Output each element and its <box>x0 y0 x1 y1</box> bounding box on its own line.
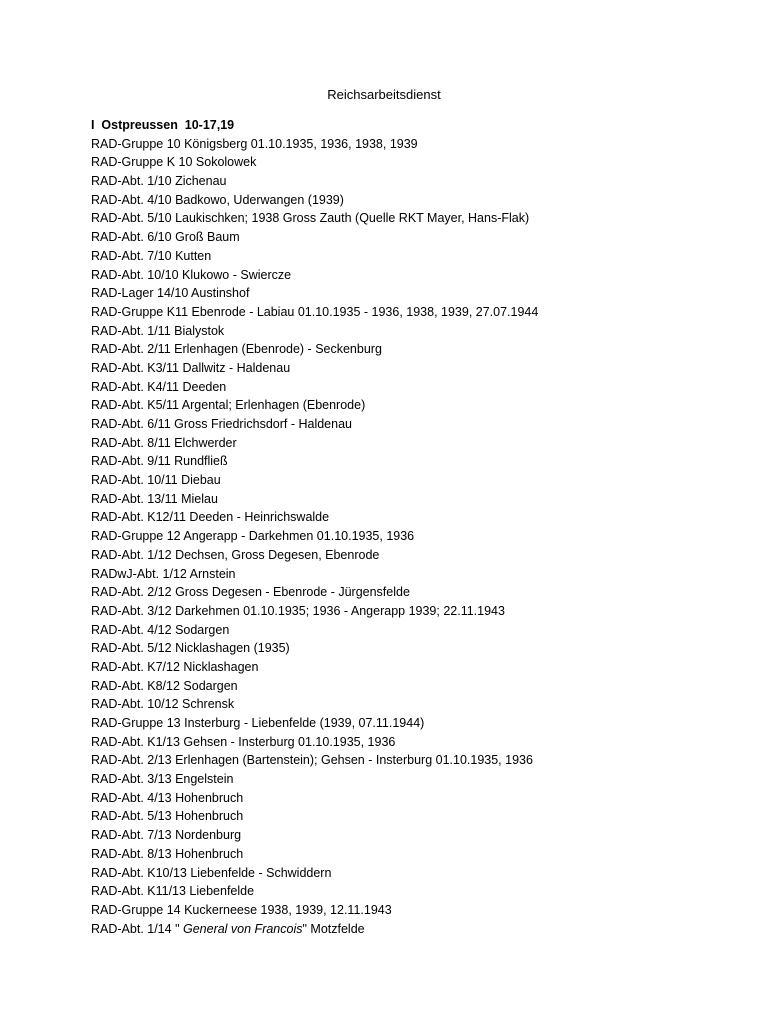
text-line: RAD-Abt. 2/13 Erlenhagen (Bartenstein); Gehsen - Insterburg 01.10.1935, 1936 <box>91 753 533 768</box>
text-line: RAD-Abt. 10/12 Schrensk <box>91 697 235 712</box>
text-line: RAD-Abt. 5/12 Nicklashagen (1935) <box>91 641 290 656</box>
text-line: RAD-Abt. 6/10 Groß Baum <box>91 230 240 245</box>
text-line: RAD-Abt. 10/10 Klukowo - Swiercze <box>91 267 292 282</box>
text-line: RAD-Gruppe 13 Insterburg - Liebenfelde (1939, 07.11.1944) <box>91 716 425 730</box>
text-line: RAD-Abt. K7/12 Nicklashagen <box>91 659 259 674</box>
text-line: RAD-Abt. K11/13 Liebenfelde <box>91 884 255 899</box>
text-line: RADwJ-Abt. 1/12 Arnstein <box>91 566 236 581</box>
text-line: RAD-Abt. K1/13 Gehsen - Insterburg 01.10.1935, 1936 <box>91 734 396 749</box>
last-line-suffix: " Motzfelde <box>302 921 365 936</box>
text-line: RAD-Abt. 6/11 Gross Friedrichsdorf - Haldenau <box>91 417 352 431</box>
text-line: RAD-Abt. K12/11 Deeden - Heinrichswalde <box>91 510 330 525</box>
text-line: RAD-Abt. K5/11 Argental; Erlenhagen (Ebenrode) <box>91 398 366 413</box>
text-line: RAD-Abt. K8/12 Sodargen <box>91 678 238 693</box>
text-line: RAD-Gruppe K 10 Sokolowek <box>91 155 257 170</box>
text-line: RAD-Abt. 4/12 Sodargen <box>91 622 230 637</box>
text-line: RAD-Gruppe 14 Kuckerneese 1938, 1939, 12.11.1943 <box>91 902 392 917</box>
text-line: RAD-Abt. 3/12 Darkehmen 01.10.1935; 1936 - Angerapp 1939; 22.11.1943 <box>91 603 505 618</box>
document-body <box>91 116 711 938</box>
text-line: RAD-Gruppe 10 Königsberg 01.10.1935, 1936, 1938, 1939 <box>91 136 418 151</box>
text-line: RAD-Abt. 2/11 Erlenhagen (Ebenrode) - Seckenburg <box>91 342 382 357</box>
text-line: RAD-Abt. 5/10 Laukischken; 1938 Gross Zauth (Quelle RKT Mayer, Hans-Flak) <box>91 211 530 226</box>
last-line-prefix: RAD-Abt. 1/14 " <box>91 921 183 936</box>
text-line: RAD-Abt. 7/13 Nordenburg <box>91 828 242 843</box>
text-line: RAD-Abt. 1/11 Bialystok <box>91 323 225 338</box>
text-line: RAD-Abt. 3/13 Engelstein <box>91 772 234 787</box>
text-line: RAD-Abt. 5/13 Hohenbruch <box>91 809 244 824</box>
text-line: RAD-Abt. K4/11 Deeden <box>91 379 227 394</box>
text-line: RAD-Abt. 9/11 Rundfließ <box>91 454 228 469</box>
text-line: RAD-Abt. 1/12 Dechsen, Gross Degesen, Ebenrode <box>91 547 380 562</box>
text-line: RAD-Abt. 8/13 Hohenbruch <box>91 846 244 861</box>
text-line: RAD-Abt. 7/10 Kutten <box>91 248 212 263</box>
text-line: RAD-Abt. 4/10 Badkowo, Uderwangen (1939) <box>91 192 344 207</box>
text-line-last <box>91 920 711 939</box>
document-title: Reichsarbeitsdienst <box>327 87 441 102</box>
entry-list <box>91 135 711 920</box>
text-line: RAD-Abt. 1/10 Zichenau <box>91 174 227 189</box>
text-line: RAD-Abt. 2/12 Gross Degesen - Ebenrode - Jürgensfelde <box>91 585 410 600</box>
section-heading: I Ostpreussen 10-17,19 <box>91 118 235 132</box>
last-line-italic: General von Francois <box>182 921 303 936</box>
text-line: RAD-Gruppe 12 Angerapp - Darkehmen 01.10.1935, 1936 <box>91 529 415 544</box>
text-line: RAD-Abt. K3/11 Dallwitz - Haldenau <box>91 360 291 375</box>
text-line: RAD-Lager 14/10 Austinshof <box>91 286 250 301</box>
text-line: RAD-Abt. 10/11 Diebau <box>91 473 221 488</box>
text-line: RAD-Abt. K10/13 Liebenfelde - Schwiddern <box>91 865 332 880</box>
text-line: RAD-Gruppe K11 Ebenrode - Labiau 01.10.1935 - 1936, 1938, 1939, 27.07.1944 <box>91 304 539 319</box>
text-line: RAD-Abt. 8/11 Elchwerder <box>91 435 237 450</box>
text-line: RAD-Abt. 4/13 Hohenbruch <box>91 790 244 805</box>
text-line: RAD-Abt. 13/11 Mielau <box>91 491 218 506</box>
